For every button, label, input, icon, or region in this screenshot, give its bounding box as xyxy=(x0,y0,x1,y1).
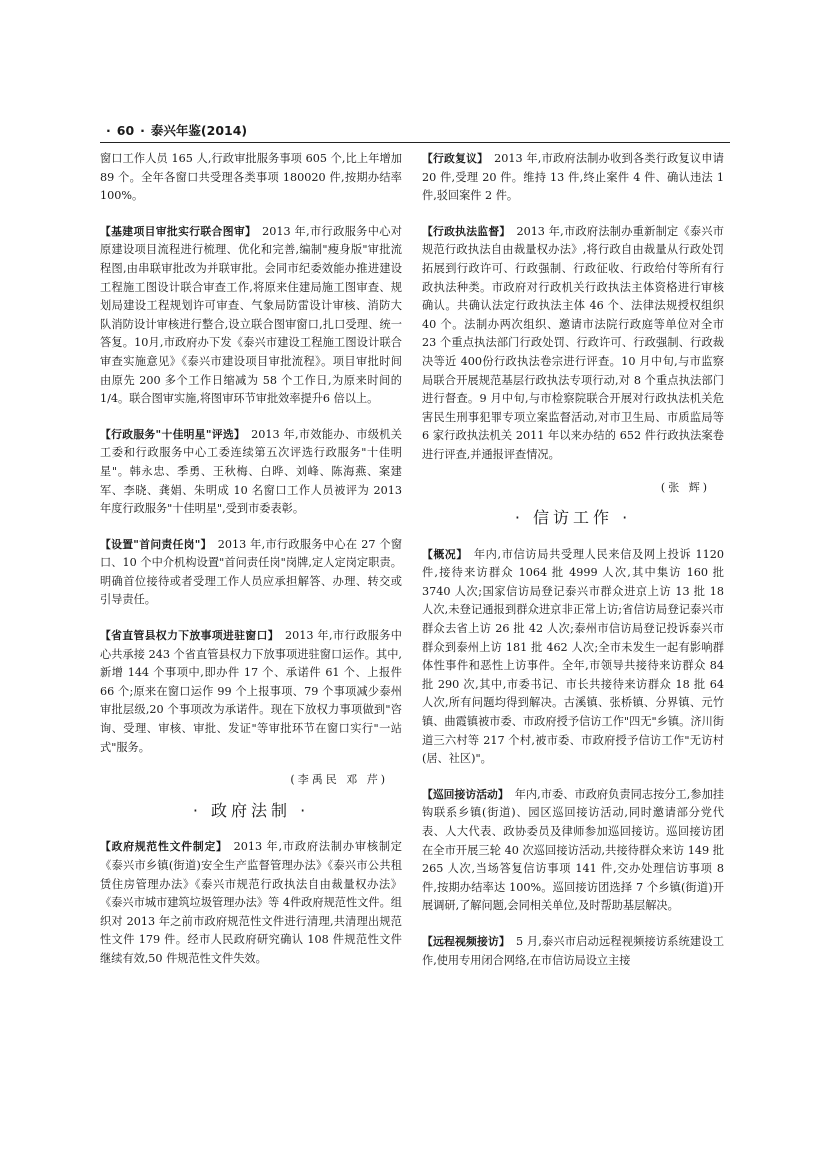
paragraph-body: 2013 年,市效能办、市级机关工委和行政服务中心工委连续第五次评选行政服务"十佳明星"。韩永忠、季勇、王秋梅、白晔、刘峰、陈海燕、案建军、李晓、龚娟、朱明成 10 名窗口工作人员被评为 2013 年度行政服务"十佳明星",受到市委表彰。 xyxy=(100,427,402,516)
paragraph-heading: 【巡回接访活动】 xyxy=(422,787,509,801)
paragraph-body: 2013 年,市政府法制办收到各类行政复议申请 20 件,受理 20 件。维持 13 件,终止案件 4 件、确认违法 1 件,驳回案件 2 件。 xyxy=(422,152,724,203)
left-column xyxy=(100,150,402,986)
paragraph-heading: 【政府规范性文件制定】 xyxy=(100,840,228,854)
page-header xyxy=(100,118,730,143)
paragraph-video-visits xyxy=(422,933,724,970)
paragraph-heading: 【行政执法监督】 xyxy=(422,224,511,238)
bullet-dot: · xyxy=(106,122,111,138)
paragraph-body: 2013 年,市行政服务中心对原建设项目流程进行梳理、优化和完善,编制"瘦身版"审批流程图,由串联审批改为并联审批。会同市纪委效能办推进建设工程施工图设计联合审查工作,将原来住建局施工图审查、规划局建设工程规划许可审查、气象局防雷设计审核、消防大队消防设计审核进行整合,设立联合图审窗口,扎口受理、统一答复。10月,市政府办下发《泰兴市建设工程施工图设计联合审查实施意见》《泰兴市建设项目审批流程》。项目审批时间由原先 200 多个工作日缩减为 58 个工作日,为原来时间的 1/4。联合图审实施,将图审环节审批效率提升6 倍以上。 xyxy=(100,224,402,406)
paragraph-power-delegation xyxy=(100,627,402,757)
page-number: 60 xyxy=(116,122,135,138)
paragraph-overview xyxy=(422,546,724,769)
paragraph-heading: 【行政复议】 xyxy=(422,152,489,165)
paragraph-roving-visits xyxy=(422,786,724,916)
paragraph-joint-review xyxy=(100,223,402,409)
paragraph-body: 2013 年,市行政服务中心在 27 个窗口、10 个中介机构设置"首问责任岗"岗牌,定人定岗定职责。明确首位接待或者受理工作人员应承担解答、办理、转交或引导责任。 xyxy=(100,537,403,607)
paragraph-heading: 【行政服务"十佳明星"评选】 xyxy=(100,427,246,441)
author-credit: (张 辉) xyxy=(660,480,710,494)
section-title-legal: · 政府法制 · xyxy=(192,800,310,820)
paragraph-enforcement-supervision xyxy=(422,223,724,465)
section-title-petition: · 信访工作 · xyxy=(514,508,632,528)
paragraph-heading: 【设置"首问责任岗"】 xyxy=(100,537,212,551)
paragraph-admin-review xyxy=(422,150,724,206)
paragraph-body: 5 月,泰兴市启动远程视频接访系统建设工作,使用专用闭合网络,在市信访局设立主接 xyxy=(422,934,725,967)
paragraph-heading: 【概况】 xyxy=(422,547,468,561)
paragraph-body: 2013 年,市行政服务中心共承接 243 个省直管县权力下放事项进驻窗口运作。其中,新增 144 个事项中,即办件 17 个、承诺件 61 个、上报件 66 个;原来在窗口运作 99 个上报事项、79 个事项减少泰州审批层级,20 个事项改为承诺件。现在下放权力事项做到"咨询、受理、审核、审批、发证"等审批环节在窗口实行"一站式"服务。 xyxy=(100,629,402,754)
paragraph-body: 年内,市信访局共受理人民来信及网上投诉 1120 件,接待来访群众 1064 批 4999 人次,其中集访 160 批 3740 人次;国家信访局登记泰兴市群众进京上访 13 批 18 人次,未登记通报到群众进京非正常上访;省信访局登记泰兴市群众去省上访 26 批 42 人次;泰州市信访局登记投诉泰兴市群众到泰州上访 181 批 462 人次;全市未发生一起有影响群体性事件和恶性上访事件。全年,市领导共接待来访群众 84 批 290 次,其中,市委书记、市长共接待来访群众 18 批 64 人次,所有问题均得到解决。古溪镇、张桥镇、分界镇、元竹镇、曲霞镇被市委、市政府授予信访工作"四无"乡镇。济川街道三六村等 217 个村,被市委、市政府授予信访工作"无访村(居、社区)"。 xyxy=(422,547,724,766)
right-column xyxy=(422,150,724,987)
author-credit: (李禹民 邓 芹) xyxy=(290,773,388,787)
paragraph-body: 年内,市委、市政府负责同志按分工,参加挂钩联系乡镇(街道)、园区巡回接访活动,同时邀请部分党代表、人大代表、政协委员及律师参加巡回接访。巡回接访团在全市开展三轮 40 次巡回接访活动,共接待群众来访 149 批 265 人次,当场答复信访事项 141 件,交办处理信访事项 8 件,按期办结率达 100%。巡回接访团选择 7 个乡镇(街道)开展调研,了解问题,会同相关单位,及时帮助基层解决。 xyxy=(422,787,724,913)
intro-paragraph: 窗口工作人员 165 人,行政审批服务事项 605 个,比上年增加 89 个。全年各窗口共受理各类事项 180020 件,按期办结率 100%。 xyxy=(100,152,402,203)
paragraph-first-responsibility xyxy=(100,536,402,610)
paragraph-body: 2013 年,市政府法制办重新制定《泰兴市规范行政执法自由裁量权办法》,将行政自由裁量从行政处罚拓展到行政许可、行政强制、行政征收、行政给付等所有行政执法种类。市政府对行政机关行政执法主体资格进行审核确认。共确认法定行政执法主体 46 个、法律法规授权组织 40 个。法制办两次组织、邀请市法院行政庭等单位对全市 23 个重点执法部门行政处罚、行政许可、行政强制、行政裁决等近 400份行政执法卷宗进行评查。10 月中旬,与市监察局联合开展规范基层行政执法专项行动,对 8 个重点执法部门进行督查。9 月中旬,与市检察院联合开展对行政执法机关危害民生刑事犯罪专项立案监督活动,对市卫生局、市质监局等 6 家行政执法机关 2011 年以来办结的 652 件行政执法案卷进行评查,并通报评查情况。 xyxy=(422,224,724,461)
paragraph-heading: 【远程视频接访】 xyxy=(422,934,510,948)
paragraph-normative-documents xyxy=(100,838,402,968)
paragraph-body: 2013 年,市政府法制办审核制定《泰兴市乡镇(街道)安全生产监督管理办法》《泰兴市公共租赁住房管理办法》《泰兴市规范行政执法自由裁量权办法》《泰兴市城市建筑垃圾管理办法》等 4件政府规范性文件。组织对 2013 年之前市政府规范性文件进行清理,共清理出规范性文件 179 件。经市人民政府研究确认 108 件规范性文件继续有效,50 件规范性文件失效。 xyxy=(100,840,402,965)
bullet-dot: · xyxy=(140,122,145,138)
paragraph-heading: 【省直管县权力下放事项进驻窗口】 xyxy=(100,629,279,643)
paragraph-heading: 【基建项目审批实行联合图审】 xyxy=(100,224,257,238)
paragraph-ten-stars xyxy=(100,426,402,519)
book-title: 泰兴年鉴(2014) xyxy=(150,123,248,138)
